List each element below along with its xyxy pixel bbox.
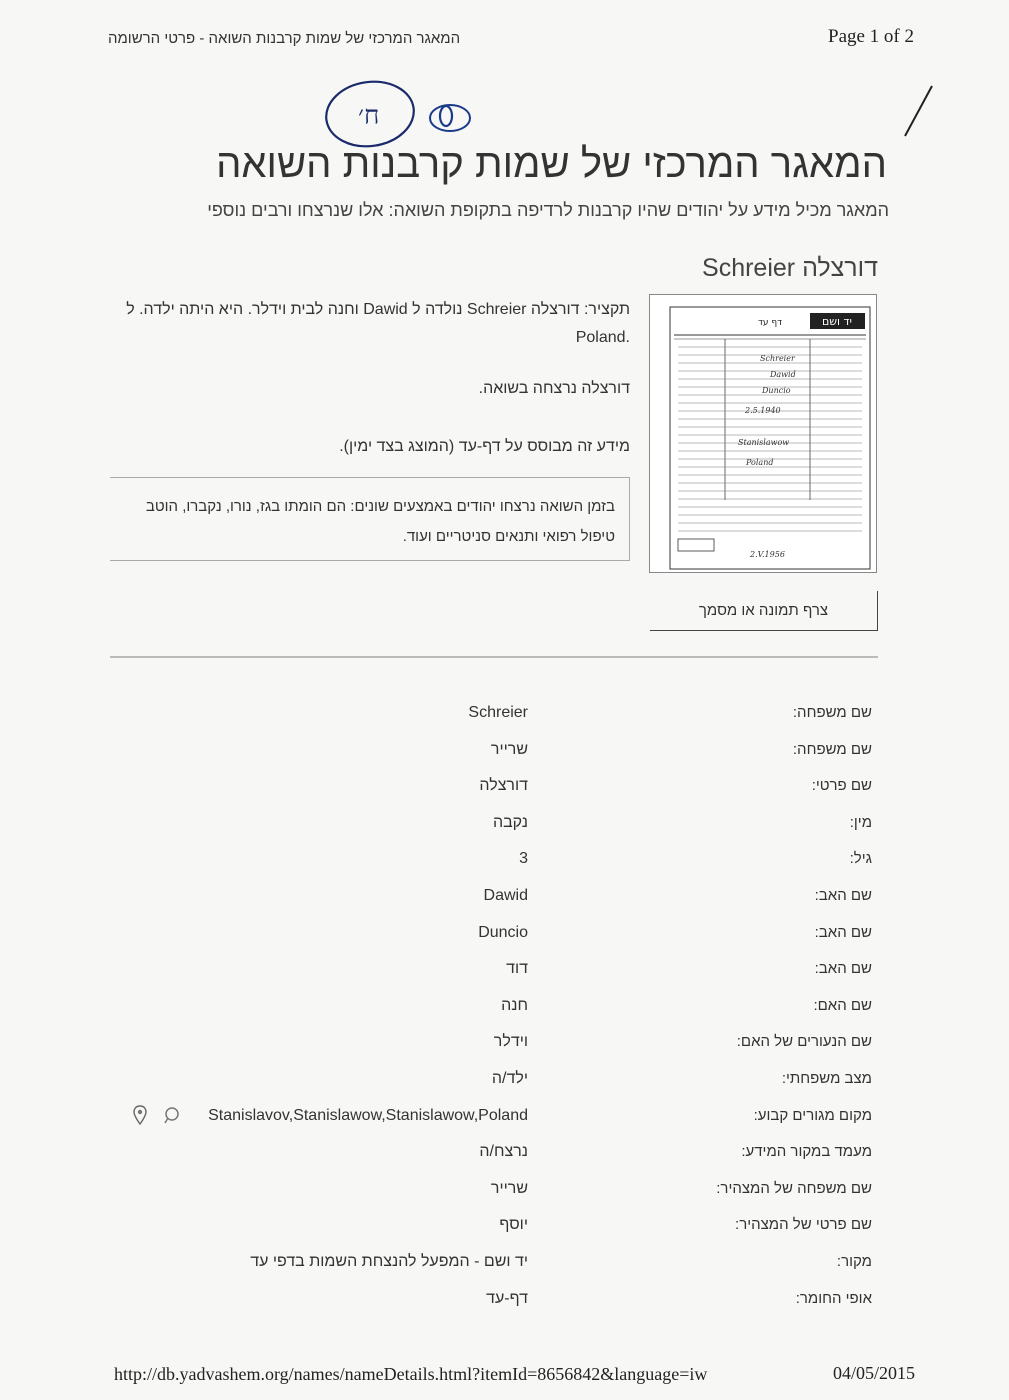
detail-row [110, 1290, 872, 1320]
thumb-handwriting: Poland [746, 458, 774, 467]
detail-label: גיל: [849, 850, 872, 868]
detail-label: מעמד במקור המידע: [741, 1143, 872, 1161]
thumb-handwriting: 2.5.1940 [745, 406, 781, 415]
detail-value: שרייר [490, 740, 528, 758]
location-icons [132, 1104, 182, 1128]
detail-label: שם האם: [813, 996, 872, 1014]
circled-mark-text: ח׳ [358, 101, 380, 131]
detail-row [110, 960, 872, 990]
detail-value: Schreier [468, 704, 528, 721]
main-title: המאגר המרכזי של שמות קרבנות השואה [216, 142, 887, 186]
detail-value: Dawid [483, 887, 528, 904]
detail-value: וידלר [493, 1033, 528, 1051]
detail-value: יד ושם - המפעל להנצחת השמות בדפי עד [250, 1253, 528, 1270]
thumb-handwriting: Dawid [770, 370, 796, 379]
detail-label: שם הנעורים של האם: [736, 1033, 872, 1051]
detail-label: שם משפחה של המצהיר: [716, 1179, 872, 1197]
detail-label: אופי החומר: [795, 1289, 872, 1307]
main-description: המאגר מכיל מידע על יהודים שהיו קרבנות לרדיפה בתקופת השואה: אלו שנרצחו ורבים נוספי [207, 200, 889, 220]
thumb-handwriting: Duncio [762, 386, 791, 395]
detail-row [110, 850, 872, 880]
info-box [110, 477, 630, 561]
testimony-page-image [650, 295, 876, 572]
footer-url: http://db.yadvashem.org/names/nameDetails.html?itemId=8656842&language=iw [114, 1364, 708, 1384]
search-icon[interactable] [165, 1108, 178, 1123]
detail-row [110, 1180, 872, 1210]
detail-row [110, 1107, 872, 1137]
detail-row [110, 997, 872, 1027]
detail-label: שם האב: [814, 960, 872, 978]
info-box-line: טיפול רפואי ותנאים סניטריים ועוד. [402, 528, 615, 545]
detail-row [110, 704, 872, 734]
detail-value: חנה [501, 996, 528, 1014]
thumb-handwriting: Schreier [760, 354, 795, 363]
detail-value: דף-עד [486, 1289, 528, 1307]
detail-label: מין: [849, 813, 872, 831]
detail-label: שם פרטי של המצהיר: [735, 1216, 872, 1234]
detail-row [110, 1216, 872, 1246]
detail-value: Duncio [478, 923, 528, 941]
detail-row [110, 1070, 872, 1100]
detail-value: דוד [506, 960, 528, 978]
detail-row [110, 1143, 872, 1173]
summary-line: .Poland [575, 329, 630, 346]
killed-statement: דורצלה נרצחה בשואה. [478, 380, 630, 397]
detail-label: שם משפחה: [792, 704, 872, 721]
detail-value: ילד/ה [491, 1070, 528, 1087]
page-header-title: המאגר המרכזי של שמות קרבנות השואה - פרטי הרשומה [108, 30, 461, 47]
detail-value: יוסף [499, 1216, 528, 1234]
thumb-handwriting: 2.V.1956 [750, 550, 785, 559]
detail-row [110, 777, 872, 807]
page-indicator: Page 1 of 2 [828, 26, 915, 47]
based-on-statement: מידע זה מבוסס על דף-עד (המוצג בצד ימין). [339, 438, 630, 455]
summary [110, 296, 630, 352]
attach-image-button[interactable]: צרף תמונה או מסמך [650, 591, 878, 631]
testimony-page-thumbnail[interactable] [649, 294, 877, 573]
detail-row [110, 924, 872, 954]
handwritten-annotations [300, 70, 940, 150]
detail-label: שם פרטי: [811, 777, 872, 795]
thumb-handwriting: Stanislawow [738, 438, 790, 447]
detail-row [110, 1033, 872, 1063]
detail-label: שם האב: [814, 923, 872, 941]
detail-row [110, 814, 872, 844]
detail-row [110, 887, 872, 917]
detail-value: 3 [519, 850, 528, 868]
thumb-heading-text: דף עד [757, 318, 783, 328]
thumb-logo-text: יד ושם [821, 315, 853, 328]
detail-label: מצב משפחתי: [781, 1070, 872, 1087]
detail-row [110, 1253, 872, 1283]
section-divider [110, 656, 878, 658]
detail-value: שרייר [490, 1179, 528, 1197]
detail-label: שם האב: [814, 887, 872, 904]
map-pin-icon[interactable] [134, 1106, 146, 1124]
detail-value: Stanislavov,Stanislawow,Stanislawow,Poland [208, 1106, 528, 1124]
detail-label: מקור: [836, 1253, 872, 1270]
detail-value: נקבה [492, 813, 528, 831]
footer-date: 04/05/2015 [833, 1363, 916, 1383]
detail-value: דורצלה [479, 777, 528, 795]
info-box-line: בזמן השואה נרצחו יהודים באמצעים שונים: הם הומתו בגז, נורו, נקברו, הוטב [145, 498, 615, 515]
detail-value: נרצח/ה [479, 1143, 528, 1161]
info-box-text [105, 492, 615, 552]
detail-row [110, 741, 872, 771]
person-name: דורצלה Schreier [702, 254, 878, 282]
summary-line: תקציר: דורצלה Schreier נולדה ל Dawid וחנה לבית וידלר. היא היתה ילדה. ל [126, 301, 630, 318]
detail-label: שם משפחה: [792, 740, 872, 758]
detail-label: מקום מגורים קבוע: [753, 1106, 872, 1124]
